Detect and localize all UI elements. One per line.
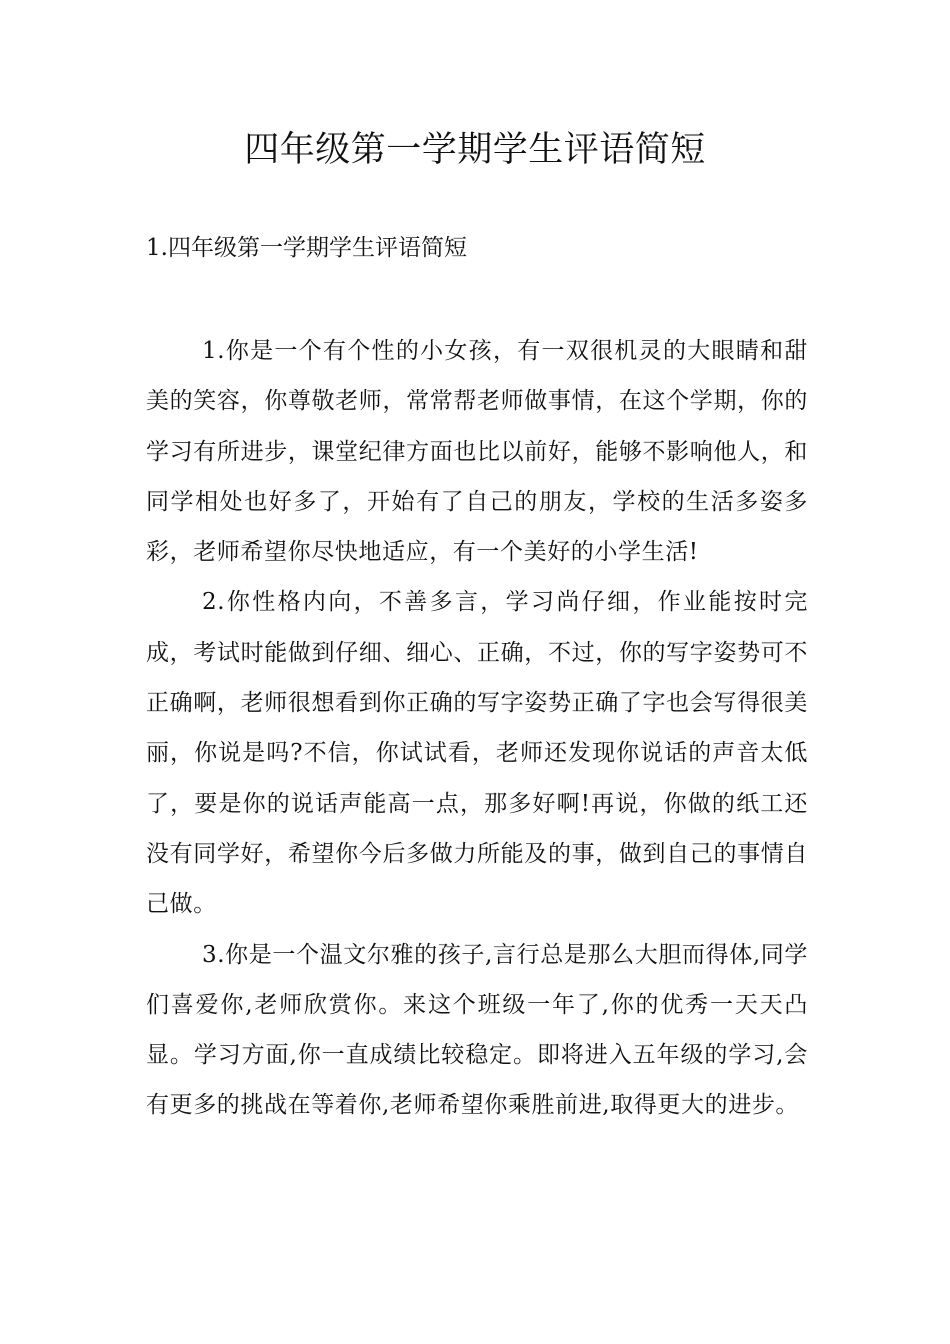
- document-title: 四年级第一学期学生评语简短: [244, 130, 706, 170]
- section-heading: 1.四年级第一学期学生评语简短: [146, 235, 467, 261]
- comment-paragraph-1: 1.你是一个有个性的小女孩，有一双很机灵的大眼睛和甜美的笑容，你尊敬老师，常常帮老师做事情，在这个学期，你的学习有所进步，课堂纪律方面也比以前好，能够不影响他人，和同学相处也好多了，开始有了自己的朋友，学校的生活多姿多彩，老师希望你尽快地适应，有一个美好的小学生活!: [146, 338, 808, 566]
- document-body: [146, 326, 808, 1131]
- comment-paragraph-2: 2.你性格内向，不善多言，学习尚仔细，作业能按时完成，考试时能做到仔细、细心、正确，不过，你的写字姿势可不正确啊，老师很想看到你正确的写字姿势正确了字也会写得很美丽，你说是吗?不信，你试试看，老师还发现你说话的声音太低了，要是你的说话声能高一点，那多好啊!再说，你做的纸工还没有同学好，希望你今后多做力所能及的事，做到自己的事情自己做。: [146, 589, 808, 918]
- comment-paragraph-3: 3.你是一个温文尔雅的孩子,言行总是那么大胆而得体,同学们喜爱你,老师欣赏你。来这个班级一年了,你的优秀一天天凸显。学习方面,你一直成绩比较稳定。即将进入五年级的学习,会有更多的挑战在等着你,老师希望你乘胜前进,取得更大的进步。: [146, 941, 808, 1119]
